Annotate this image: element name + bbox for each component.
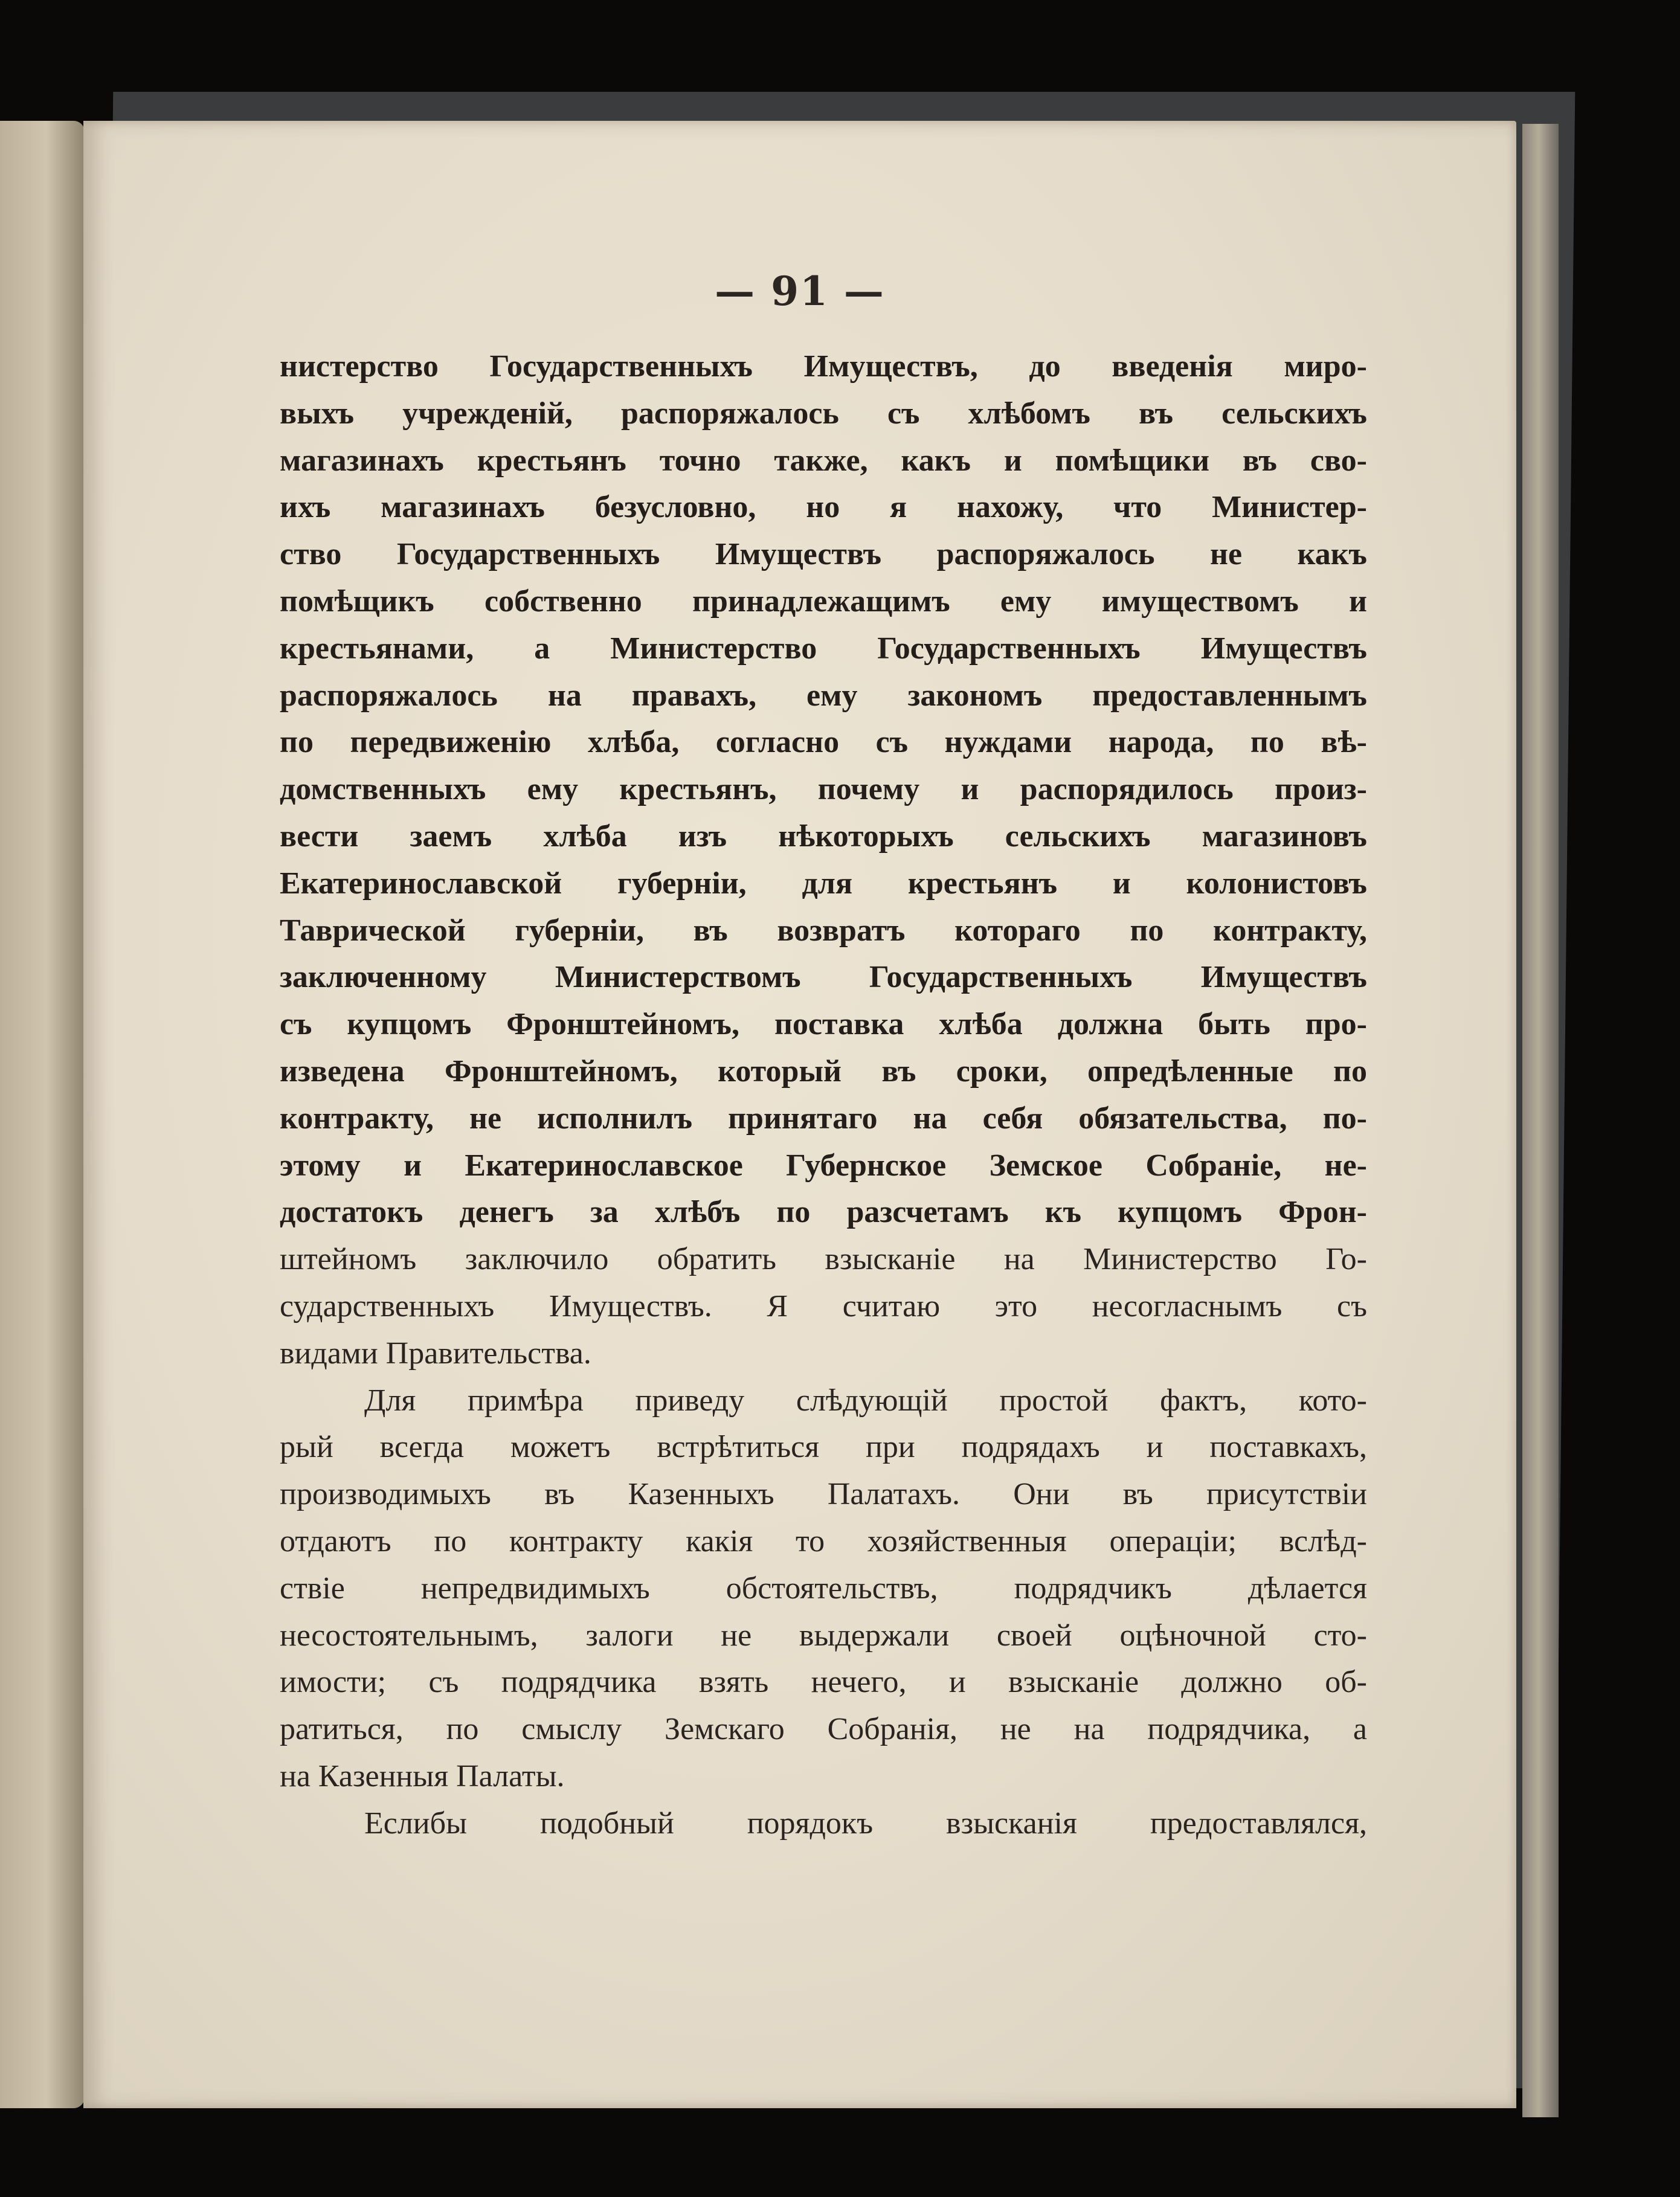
text-line: производимыхъ въ Казенныхъ Палатахъ. Они въ присутствіи [280, 1477, 1367, 1512]
text-line: отдаютъ по контракту какія то хозяйственныя операціи; вслѣд- [280, 1523, 1367, 1558]
text-line: на Казенныя Палаты. [280, 1758, 565, 1793]
text-line: видами Правительства. [280, 1336, 591, 1371]
page-stack-edge [1522, 124, 1559, 2117]
text-line: штейномъ заключило обратить взысканіе на Министерство Го- [280, 1242, 1367, 1277]
text-line: Для примѣра приведу слѣдующій простой фактъ, кото- [364, 1383, 1367, 1418]
text-line: Еслибы подобный порядокъ взысканія предоставлялся, [364, 1806, 1367, 1841]
text-line: сударственныхъ Имуществъ. Я считаю это несогласнымъ съ [280, 1288, 1367, 1324]
text-line: ствіе непредвидимыхъ обстоятельствъ, подрядчикъ дѣлается [280, 1571, 1367, 1606]
text-line: ихъ магазинахъ безусловно, но я нахожу, что Министер- [280, 490, 1367, 525]
text-line: контракту, не исполнилъ принятаго на себя обязательства, по- [280, 1101, 1367, 1136]
text-line: изведена Фронштейномъ, который въ сроки, опредѣленные по [280, 1053, 1367, 1089]
text-line: достатокъ денегъ за хлѣбъ по разсчетамъ къ купцомъ Фрон- [280, 1195, 1367, 1230]
left-page-edge [0, 121, 85, 2108]
text-line: магазинахъ крестьянъ точно также, какъ и помѣщики въ сво- [280, 443, 1367, 478]
text-line: заключенному Министерствомъ Государственныхъ Имуществъ [280, 960, 1367, 995]
page-text [280, 343, 1367, 1847]
text-line: ство Государственныхъ Имуществъ распоряжалось не какъ [280, 537, 1367, 572]
page-number: — 91 — [715, 268, 885, 315]
text-line: Екатеринославской губерніи, для крестьянъ и колонистовъ [280, 866, 1367, 901]
text-line: Таврической губерніи, въ возвратъ котораго по контракту, [280, 913, 1367, 948]
text-line: крестьянами, а Министерство Государственныхъ Имуществъ [280, 631, 1367, 666]
text-line: этому и Екатеринославское Губернское Земское Собраніе, не- [280, 1148, 1367, 1183]
book-page [83, 121, 1516, 2108]
text-line: вести заемъ хлѣба изъ нѣкоторыхъ сельскихъ магазиновъ [280, 819, 1367, 854]
text-line: нистерство Государственныхъ Имуществъ, до введенія миро- [280, 349, 1367, 384]
text-line: выхъ учрежденій, распоряжалось съ хлѣбомъ въ сельскихъ [280, 396, 1367, 431]
text-line: распоряжалось на правахъ, ему закономъ предоставленнымъ [280, 678, 1367, 713]
text-line: домственныхъ ему крестьянъ, почему и распорядилось произ- [280, 772, 1367, 807]
text-line: по передвиженію хлѣба, согласно съ нуждами народа, по вѣ- [280, 725, 1367, 760]
text-line: несостоятельнымъ, залоги не выдержали своей оцѣночной сто- [280, 1618, 1367, 1653]
text-line: помѣщикъ собственно принадлежащимъ ему имуществомъ и [280, 584, 1367, 619]
text-line: ратиться, по смыслу Земскаго Собранія, не на подрядчика, а [280, 1712, 1367, 1747]
text-line: имости; съ подрядчика взять нечего, и взысканіе должно об- [280, 1665, 1367, 1700]
text-line: рый всегда можетъ встрѣтиться при подрядахъ и поставкахъ, [280, 1430, 1367, 1465]
text-line: съ купцомъ Фронштейномъ, поставка хлѣба должна быть про- [280, 1007, 1367, 1042]
